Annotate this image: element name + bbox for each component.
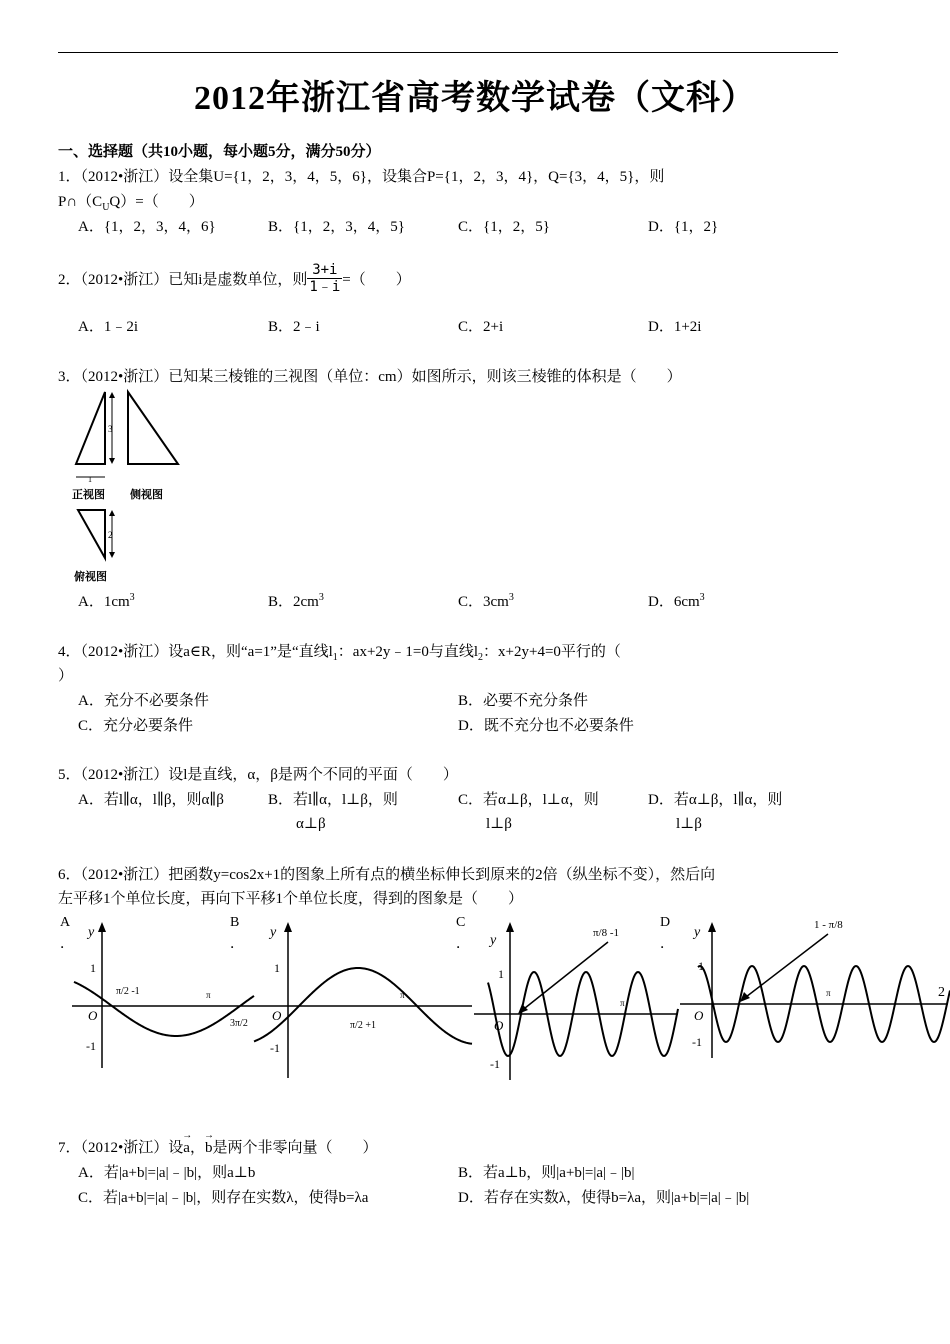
svg-text:2: 2 [938,985,945,1000]
q1-stem-line2: $P\cap(C_UQ)=$（ ） [58,194,204,213]
q5-option-d: D．若α⊥β，l∥α，则 [648,792,783,808]
top-rule [58,52,838,53]
top-view-label: 俯视图 [74,571,107,583]
graph-b [230,915,472,1078]
height-label: 3 [108,424,113,434]
vector-a: → a [183,1140,190,1157]
svg-text:O: O [494,1018,504,1033]
q5-option-d-cont: l⊥β [676,816,702,832]
vector-b: → b [205,1140,213,1157]
graph-a [60,915,254,1068]
svg-text:1 - π/8: 1 - π/8 [814,919,843,931]
graph-a-label: A [60,915,71,930]
svg-text:1: 1 [274,961,280,975]
graph-d-label: D [660,915,671,930]
svg-text:O: O [88,1008,98,1023]
svg-text:y: y [694,925,701,940]
q7-option-a: A．若|a+b|=|a|﹣|b|，则a⊥b [78,1165,256,1181]
svg-text:π/8 -1: π/8 -1 [593,927,620,939]
q1-option-d: D．{1，2} [648,219,719,235]
svg-text:y: y [490,933,497,948]
q1-option-a: A．{1，2，3，4，6} [78,219,216,235]
q6-stem: 6．（2012•浙江）把函数y=cos2x+1的图象上所有点的横坐标伸长到原来的2倍（纵坐标不变），然后向 [58,867,716,883]
front-view-label: 正视图 [72,489,105,501]
section-heading: 一、选择题（共10小题，每小题5分，满分50分） [58,144,381,160]
graph-c [456,915,678,1080]
svg-text:y: y [88,925,95,940]
q4-option-b: B．必要不充分条件 [458,693,589,709]
q4-stem: 4．（2012•浙江）设a∈R，则“a=1”是“直线$l_1$：ax+2y﹣1=0与直线$l_2$：x+2y+4=0平行的（ [58,644,621,663]
q5-option-b: B．若l∥α，l⊥β，则 [268,792,398,808]
svg-text:1: 1 [698,959,704,973]
q4-option-c: C．充分必要条件 [78,718,194,734]
svg-text:．: ． [60,937,74,952]
svg-text:π: π [400,990,405,1000]
svg-text:．: ． [456,937,470,952]
q6-graphs [58,908,950,1088]
q5-option-a: A．若l∥α，l∥β，则α∥β [78,792,224,808]
q3-stem: 3．（2012•浙江）已知某三棱锥的三视图（单位：cm）如图所示，则该三棱锥的体积是（ ） [58,369,682,385]
svg-text:π: π [206,990,211,1000]
q3-option-b: B．$2cm^3$ [268,592,324,610]
q5-stem: 5．（2012•浙江）设l是直线，α，β是两个不同的平面（ ） [58,767,458,783]
page-title: 2012年浙江省高考数学试卷（文科） [194,80,756,117]
graph-b-label: B [230,915,240,930]
q7-option-d: D．若存在实数λ，使得b=λa，则|a+b|=|a|﹣|b| [458,1190,750,1206]
q3-option-c: C．$3cm^3$ [458,592,514,610]
q6-stem-line2: 左平移1个单位长度，再向下平移1个单位长度，得到的图象是（ ） [58,891,524,907]
q2-option-a: A．1﹣2i [78,319,139,335]
svg-text:．: ． [660,937,674,952]
svg-text:π: π [620,998,625,1008]
q2-option-d: D．1+2i [648,319,702,335]
q3-option-a: A．$1cm^3$ [78,592,135,610]
width-label: 1 [88,475,92,484]
q7-option-c: C．若|a+b|=|a|﹣|b|，则存在实数λ，使得b=λa [78,1190,369,1206]
q5-option-c: C．若α⊥β，l⊥α，则 [458,792,599,808]
svg-text:π/2 -1: π/2 -1 [116,986,140,997]
q2-option-b: B．2﹣i [268,319,320,335]
svg-text:O: O [272,1008,282,1023]
side-view-shape [128,392,178,464]
side-view-label: 侧视图 [130,489,163,501]
svg-text:-1: -1 [490,1057,500,1071]
three-view-figure [58,388,198,586]
graph-c-pointer [520,942,608,1012]
q4-option-d: D．既不充分也不必要条件 [458,718,634,734]
svg-text:O: O [694,1008,704,1023]
svg-text:-1: -1 [270,1041,280,1055]
q4-stem-line2: ） [58,668,74,684]
q2-stem: 2．（2012•浙江）已知i是虚数单位，则 $\frac{3+i}{1﹣i}$ =（ ） [58,262,411,295]
svg-text:3π/2: 3π/2 [230,1018,248,1029]
svg-text:．: ． [230,937,244,952]
q5-option-b-cont: α⊥β [296,816,326,832]
q4-option-a: A．充分不必要条件 [78,693,209,709]
svg-text:-1: -1 [692,1035,702,1049]
depth-label: 2 [108,530,113,540]
svg-text:-1: -1 [86,1039,96,1053]
svg-text:π/2 +1: π/2 +1 [350,1020,376,1031]
graph-a-curve [74,982,254,1036]
q7-stem: 7．（2012•浙江）设→ a，→ b是两个非零向量（ ） [58,1136,377,1157]
q2-fraction: $\frac{3+i}{1﹣i}$ [309,262,341,295]
q1-option-b: B．{1，2，3，4，5} [268,219,405,235]
svg-text:π: π [826,988,831,998]
svg-text:y: y [270,925,277,940]
q5-option-c-cont: l⊥β [486,816,512,832]
q3-option-d: D．$6cm^3$ [648,592,705,610]
graph-d [660,915,950,1058]
svg-text:1: 1 [90,961,96,975]
graph-c-label: C [456,915,466,930]
q2-option-c: C．2+i [458,319,504,335]
q1-stem: 1．（2012•浙江）设全集U={1，2，3，4，5，6}，设集合P={1，2，3，4}，Q={3，4，5}，则 [58,169,665,185]
top-view-shape [78,510,105,558]
q7-option-b: B．若a⊥b，则|a+b|=|a|﹣|b| [458,1165,635,1181]
svg-text:1: 1 [498,967,504,981]
q1-option-c: C．{1，2，5} [458,219,550,235]
front-view-shape [76,392,105,464]
